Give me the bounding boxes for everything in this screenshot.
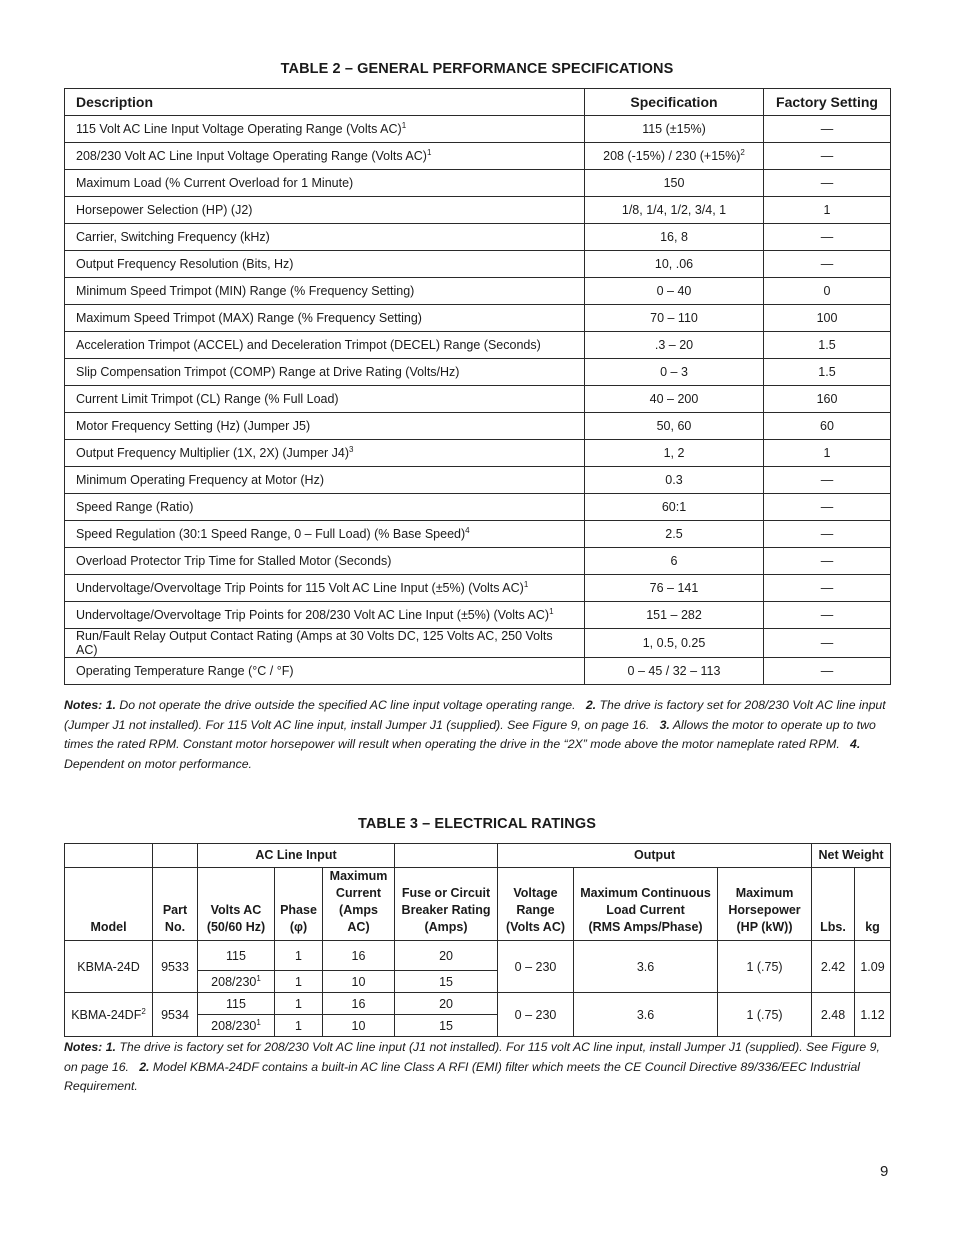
header-line: Load Current [606, 903, 685, 917]
factory-setting: 100 [764, 305, 891, 332]
volts-ac [198, 993, 275, 1015]
factory-setting: — [764, 602, 891, 629]
footnote-ref: 1 [401, 120, 407, 130]
spec-value-text: 10, .06 [654, 257, 694, 271]
table3-group-net-weight: Net Weight [812, 844, 891, 868]
header-line: Maximum [735, 886, 794, 900]
model-cell [65, 993, 153, 1037]
model-name: KBMA-24D [77, 959, 140, 974]
table2-notes [64, 696, 890, 774]
spec-description [65, 332, 585, 359]
factory-setting: 60 [764, 413, 891, 440]
spec-description-text: Acceleration Trimpot (ACCEL) and Deceleration Trimpot (DECEL) Range (Seconds) [76, 338, 541, 352]
spec-value [585, 332, 764, 359]
spec-value-text: 1, 2 [663, 446, 685, 460]
spec-description [65, 548, 585, 575]
factory-setting: — [764, 251, 891, 278]
load-current: 3.6 [574, 993, 718, 1037]
spec-value [585, 359, 764, 386]
spec-value-text: 60:1 [661, 500, 687, 514]
spec-description [65, 575, 585, 602]
volts-ac-text: 208/230 [211, 974, 257, 989]
spec-value-text: 1, 0.5, 0.25 [642, 636, 706, 650]
max-current: 16 [323, 941, 395, 971]
header-line: No. [164, 920, 186, 934]
note-text: The drive is factory set for 208/230 Volt AC line input (Jumper J1 not installed). For 115 Volt AC line input, install Jumper J1 (supplied). See Figure 9, on page 16. [64, 698, 886, 732]
model-name: KBMA-24DF [71, 1007, 142, 1022]
factory-setting: — [764, 548, 891, 575]
notes-label: Notes: [64, 1040, 103, 1054]
footnote-ref: 1 [256, 1017, 261, 1027]
table3-header-max-current [323, 868, 395, 941]
spec-description-text: 115 Volt AC Line Input Voltage Operating Range (Volts AC) [76, 122, 402, 136]
spec-value-text: 50, 60 [656, 419, 692, 433]
footnote-ref: 1 [256, 973, 261, 983]
spec-value-text: 0 – 3 [660, 365, 688, 379]
kg: 1.12 [855, 993, 891, 1037]
spec-value-text: 0 – 40 [656, 284, 692, 298]
spec-value-text: 2.5 [665, 527, 683, 541]
notes-label: Notes: [64, 698, 103, 712]
spec-value [585, 602, 764, 629]
spec-value [585, 278, 764, 305]
factory-setting: 160 [764, 386, 891, 413]
header-line: Fuse or Circuit [401, 886, 491, 900]
table-row [65, 278, 891, 305]
hp: 1 (.75) [718, 993, 812, 1037]
lbs: 2.42 [812, 941, 855, 993]
note-number: 4. [850, 737, 861, 752]
spec-description [65, 440, 585, 467]
table3-header-volts-ac [198, 868, 275, 941]
note-text: Do not operate the drive outside the specified AC line input voltage operating range. [119, 698, 576, 712]
spec-value [585, 413, 764, 440]
spec-value-text: 76 – 141 [649, 581, 699, 595]
table3-title: TABLE 3 – ELECTRICAL RATINGS [357, 816, 597, 832]
table2-header-row [65, 89, 891, 116]
spec-value-text: 1/8, 1/4, 1/2, 3/4, 1 [621, 203, 727, 217]
table-row [65, 116, 891, 143]
spec-value [585, 116, 764, 143]
spec-value-text: 6 [670, 554, 678, 568]
spec-description-text: Undervoltage/Overvoltage Trip Points for 115 Volt AC Line Input (±5%) (Volts AC) [76, 581, 524, 595]
header-line: Horsepower [728, 903, 801, 917]
spec-description-text: Overload Protector Trip Time for Stalled Motor (Seconds) [76, 554, 392, 568]
spec-description [65, 143, 585, 170]
table-row [65, 467, 891, 494]
spec-value [585, 494, 764, 521]
table2-header-factory-setting: Factory Setting [764, 89, 891, 116]
table-row [65, 332, 891, 359]
spec-description-text: Output Frequency Resolution (Bits, Hz) [76, 257, 294, 271]
spec-value-text: 40 – 200 [649, 392, 699, 406]
spec-value [585, 467, 764, 494]
factory-setting: — [764, 224, 891, 251]
header-model-text: Model [90, 920, 127, 934]
table2-header-description: Description [65, 89, 585, 116]
header-line: Voltage [513, 886, 558, 900]
table2-title: TABLE 2 – GENERAL PERFORMANCE SPECIFICATIONS [280, 61, 674, 77]
max-current: 10 [323, 1015, 395, 1037]
table-row [65, 494, 891, 521]
spec-description-text: Run/Fault Relay Output Contact Rating (Amps at 30 Volts DC, 125 Volts AC, 250 Volts AC) [76, 629, 553, 657]
kg: 1.09 [855, 941, 891, 993]
note-number: 3. [659, 717, 670, 732]
header-line: Maximum Continuous [580, 886, 711, 900]
header-line: (Amps) [424, 920, 468, 934]
footnote-ref: 2 [141, 1006, 146, 1016]
factory-setting: 1 [764, 440, 891, 467]
spec-value [585, 251, 764, 278]
header-line: (HP (kW)) [736, 920, 793, 934]
spec-description-text: Current Limit Trimpot (CL) Range (% Full Load) [76, 392, 339, 406]
header-line: Current [335, 886, 382, 900]
table-row [65, 359, 891, 386]
table2-header-specification: Specification [585, 89, 764, 116]
table-row [65, 143, 891, 170]
table-row [65, 993, 891, 1015]
table3-header-fuse-rating [395, 868, 498, 941]
spec-value-text: 115 (±15%) [642, 122, 706, 136]
spec-description-text: 208/230 Volt AC Line Input Voltage Operating Range (Volts AC) [76, 149, 427, 163]
spec-value-text: 16, 8 [660, 230, 688, 244]
model-cell [65, 941, 153, 993]
header-line: Volts AC [210, 903, 262, 917]
note-number: 2. [139, 1059, 150, 1074]
spec-description [65, 494, 585, 521]
spec-value [585, 440, 764, 467]
factory-setting: — [764, 494, 891, 521]
factory-setting: — [764, 116, 891, 143]
spec-description [65, 305, 585, 332]
fuse-rating: 15 [395, 1015, 498, 1037]
spec-description-text: Speed Regulation (30:1 Speed Range, 0 – Full Load) (% Base Speed) [76, 527, 466, 541]
table-row [65, 548, 891, 575]
header-line: Maximum [329, 869, 388, 883]
spec-description [65, 251, 585, 278]
table-row [65, 575, 891, 602]
spec-value-text: 208 (-15%) / 230 (+15%) [603, 149, 741, 163]
table-row [65, 386, 891, 413]
table3-header-phase [275, 868, 323, 941]
spec-value-text: 0 – 45 / 32 – 113 [627, 664, 721, 678]
spec-description-text: Operating Temperature Range (°C / °F) [76, 664, 294, 678]
table-row [65, 941, 891, 971]
fuse-rating: 15 [395, 971, 498, 993]
spec-description [65, 386, 585, 413]
table-row [65, 602, 891, 629]
volts-ac [198, 941, 275, 971]
max-current: 10 [323, 971, 395, 993]
spec-description-text: Speed Range (Ratio) [76, 500, 194, 514]
header-line: (Amps AC) [339, 903, 378, 934]
fuse-rating: 20 [395, 941, 498, 971]
spec-value-text: 150 [663, 176, 685, 190]
spec-description-text: Carrier, Switching Frequency (kHz) [76, 230, 270, 244]
table3-group-header-row [65, 844, 891, 868]
spec-description [65, 602, 585, 629]
header-line: Phase [280, 903, 317, 917]
spec-value [585, 305, 764, 332]
factory-setting: — [764, 170, 891, 197]
spec-description-text: Slip Compensation Trimpot (COMP) Range at Drive Rating (Volts/Hz) [76, 365, 460, 379]
table3-header-row [65, 868, 891, 941]
max-current: 16 [323, 993, 395, 1015]
table3-header-load-current [574, 868, 718, 941]
voltage-range: 0 – 230 [498, 941, 574, 993]
volts-ac-text: 115 [226, 996, 246, 1011]
spec-description [65, 170, 585, 197]
table3-header-kg [855, 868, 891, 941]
table-row [65, 251, 891, 278]
spec-description-text: Minimum Speed Trimpot (MIN) Range (% Frequency Setting) [76, 284, 415, 298]
table3-group-output: Output [498, 844, 812, 868]
table3-header-lbs [812, 868, 855, 941]
table3-blank-model [65, 844, 153, 868]
volts-ac-text: 208/230 [211, 1018, 257, 1033]
spec-description [65, 467, 585, 494]
table3-header-max-horsepower [718, 868, 812, 941]
general-performance-specifications-table [64, 88, 891, 685]
spec-description-text: Maximum Speed Trimpot (MAX) Range (% Frequency Setting) [76, 311, 422, 325]
table-row [65, 658, 891, 685]
spec-value-text: 151 – 282 [646, 608, 702, 622]
phase: 1 [275, 993, 323, 1015]
factory-setting: — [764, 658, 891, 685]
table3-group-ac-line-input: AC Line Input [198, 844, 395, 868]
phase: 1 [275, 1015, 323, 1037]
spec-description [65, 359, 585, 386]
factory-setting: — [764, 575, 891, 602]
footnote-ref: 2 [740, 147, 745, 157]
spec-description [65, 521, 585, 548]
header-line: Part [162, 903, 188, 917]
phase: 1 [275, 941, 323, 971]
spec-description [65, 658, 585, 685]
table-row [65, 305, 891, 332]
table-row [65, 170, 891, 197]
factory-setting: — [764, 467, 891, 494]
table3-blank-fuse [395, 844, 498, 868]
spec-value [585, 170, 764, 197]
header-line: (Volts AC) [506, 920, 566, 934]
volts-ac [198, 971, 275, 993]
table3-notes [64, 1038, 890, 1097]
spec-description [65, 278, 585, 305]
factory-setting: — [764, 521, 891, 548]
factory-setting: 1.5 [764, 332, 891, 359]
header-line: (RMS Amps/Phase) [588, 920, 703, 934]
load-current: 3.6 [574, 941, 718, 993]
spec-value [585, 224, 764, 251]
spec-description [65, 629, 585, 658]
table3-blank-part [153, 844, 198, 868]
header-lbs-text: Lbs. [820, 920, 846, 934]
page-number: 9 [880, 1163, 889, 1180]
spec-description [65, 197, 585, 224]
spec-value [585, 386, 764, 413]
spec-description [65, 224, 585, 251]
factory-setting: 0 [764, 278, 891, 305]
footnote-ref: 4 [465, 525, 470, 535]
volts-ac [198, 1015, 275, 1037]
volts-ac-text: 115 [226, 948, 246, 963]
spec-description [65, 116, 585, 143]
note-number: 1. [105, 698, 116, 712]
spec-description-text: Undervoltage/Overvoltage Trip Points for 208/230 Volt AC Line Input (±5%) (Volts AC) [76, 608, 550, 622]
header-line: Breaker Rating [401, 903, 491, 917]
table-row [65, 521, 891, 548]
table3-body [65, 941, 891, 1037]
table-row [65, 413, 891, 440]
footnote-ref: 1 [523, 579, 529, 589]
spec-description-text: Minimum Operating Frequency at Motor (Hz) [76, 473, 324, 487]
table-row [65, 629, 891, 658]
note-text: Allows the motor to operate up to two times the rated RPM. Constant motor horsepower will result when operating the drive in the “2X” mode above the motor nameplate rated RPM. [64, 717, 876, 752]
spec-value [585, 658, 764, 685]
factory-setting: 1 [764, 197, 891, 224]
table2-body [65, 116, 891, 685]
spec-value-text: 0.3 [665, 473, 683, 487]
spec-description-text: Output Frequency Multiplier (1X, 2X) (Jumper J4) [76, 446, 350, 460]
table-row [65, 440, 891, 467]
note-number: 2. [585, 698, 597, 712]
spec-value [585, 548, 764, 575]
lbs: 2.48 [812, 993, 855, 1037]
spec-value [585, 521, 764, 548]
header-kg-text: kg [865, 920, 880, 934]
hp: 1 (.75) [718, 941, 812, 993]
factory-setting: — [764, 629, 891, 658]
note-text: Dependent on motor performance. [64, 756, 252, 771]
footnote-ref: 1 [549, 606, 554, 616]
spec-value-text: 70 – 110 [650, 311, 698, 325]
header-line: Range [516, 903, 555, 917]
table-row [65, 224, 891, 251]
phase: 1 [275, 971, 323, 993]
spec-description [65, 413, 585, 440]
spec-value [585, 197, 764, 224]
part-no: 9533 [153, 941, 198, 993]
factory-setting: — [764, 143, 891, 170]
footnote-ref: 1 [426, 147, 432, 157]
spec-description-text: Motor Frequency Setting (Hz) (Jumper J5) [76, 419, 311, 433]
fuse-rating: 20 [395, 993, 498, 1015]
spec-value [585, 575, 764, 602]
footnote-ref: 3 [349, 444, 354, 454]
spec-description-text: Maximum Load (% Current Overload for 1 Minute) [76, 176, 354, 190]
table3-header-part-no [153, 868, 198, 941]
note-number: 1. [105, 1040, 116, 1054]
voltage-range: 0 – 230 [498, 993, 574, 1037]
note-text: Model KBMA-24DF contains a built-in AC line Class A RFI (EMI) filter which meets the CE Council Directive 89/336/EEC Industrial Requirement. [64, 1059, 861, 1094]
spec-description-text: Horsepower Selection (HP) (J2) [76, 203, 253, 217]
table-row [65, 197, 891, 224]
header-line: (φ) [289, 920, 308, 934]
table3-header-voltage-range [498, 868, 574, 941]
spec-value [585, 143, 764, 170]
part-no: 9534 [153, 993, 198, 1037]
header-line: (50/60 Hz) [206, 920, 266, 934]
spec-value-text: .3 – 20 [654, 338, 694, 352]
factory-setting: 1.5 [764, 359, 891, 386]
spec-value [585, 629, 764, 658]
electrical-ratings-table [64, 843, 891, 1037]
table3-header-model [65, 868, 153, 941]
note-text: The drive is factory set for 208/230 Volt AC line input (J1 not installed). For 115 volt AC line input, install Jumper J1 (supplied). See Figure 9, on page 16. [64, 1040, 880, 1074]
